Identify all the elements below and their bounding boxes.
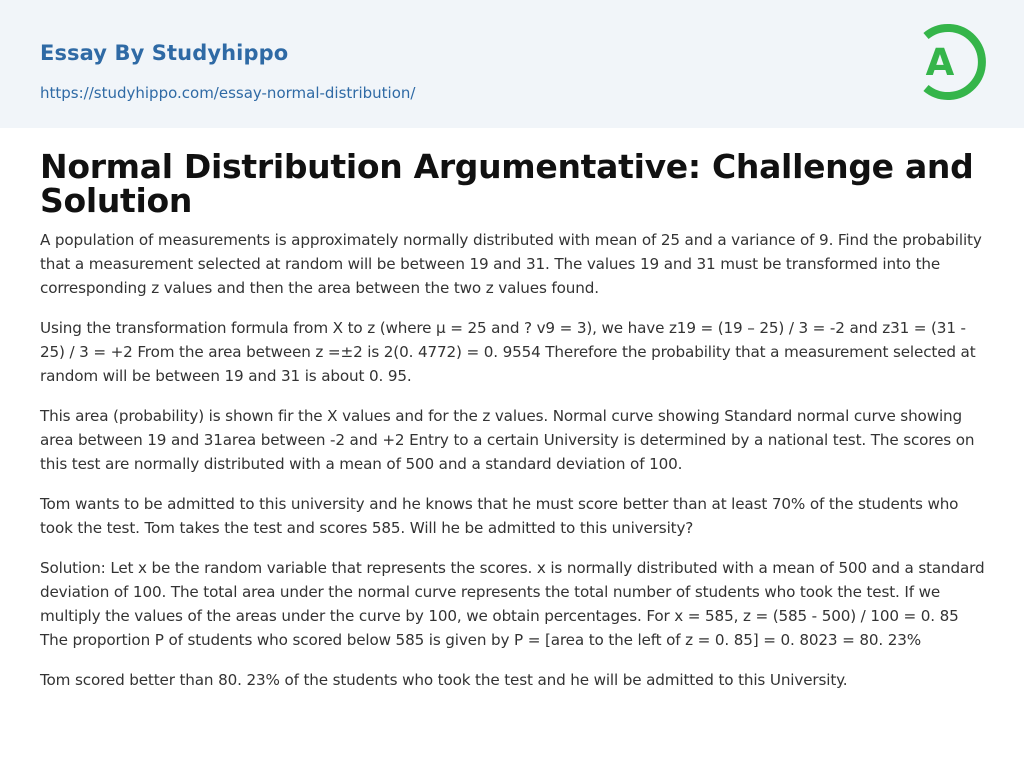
site-header bbox=[0, 0, 1024, 128]
article-title: Normal Distribution Argumentative: Challenge and Solution bbox=[40, 147, 974, 220]
article-body bbox=[40, 147, 986, 708]
studyhippo-logo-icon[interactable] bbox=[912, 18, 988, 106]
article-paragraph: Solution: Let x be the random variable that represents the scores. x is normally distributed with a mean of 500 and a standard deviation of 100. The total area under the normal curve represents the total number of students who took the test. If we multiply the values of the areas under the curve by 100, we obtain percentages. For x = 585, z = (585 - 500) / 100 = 0. 85 The proportion P of students who scored below 585 is given by P = [area to the left of z = 0. 85] = 0. 8023 = 80. 23% bbox=[40, 559, 985, 649]
article-paragraph: A population of measurements is approximately normally distributed with mean of 25 and a variance of 9. Find the probability that a measurement selected at random will be between 19 and 31. The values 19 and 31 must be transformed into the corresponding z values and then the area between the two z values found. bbox=[40, 231, 982, 297]
article-paragraph: Tom scored better than 80. 23% of the students who took the test and he will be admitted to this University. bbox=[40, 671, 848, 689]
site-brand[interactable]: Essay By Studyhippo bbox=[40, 41, 289, 65]
article-paragraph: Tom wants to be admitted to this university and he knows that he must score better than at least 70% of the students who took the test. Tom takes the test and scores 585. Will he be admitted to this university? bbox=[40, 495, 959, 537]
article-paragraph: Using the transformation formula from X to z (where μ = 25 and ? v9 = 3), we have z19 = (19 – 25) / 3 = -2 and z31 = (31 - 25) / 3 = +2 From the area between z =±2 is 2(0. 4772) = 0. 9554 Therefore the probability that a measurement selected at random will be between 19 and 31 is about 0. 95. bbox=[40, 319, 976, 385]
essay-url-link[interactable]: https://studyhippo.com/essay-normal-distribution/ bbox=[40, 84, 416, 102]
article-paragraph: This area (probability) is shown fir the X values and for the z values. Normal curve showing Standard normal curve showing area between 19 and 31area between -2 and +2 Entry to a certain University is determined by a national test. The scores on this test are normally distributed with a mean of 500 and a standard deviation of 100. bbox=[40, 407, 975, 473]
logo-letter: A bbox=[925, 41, 955, 84]
